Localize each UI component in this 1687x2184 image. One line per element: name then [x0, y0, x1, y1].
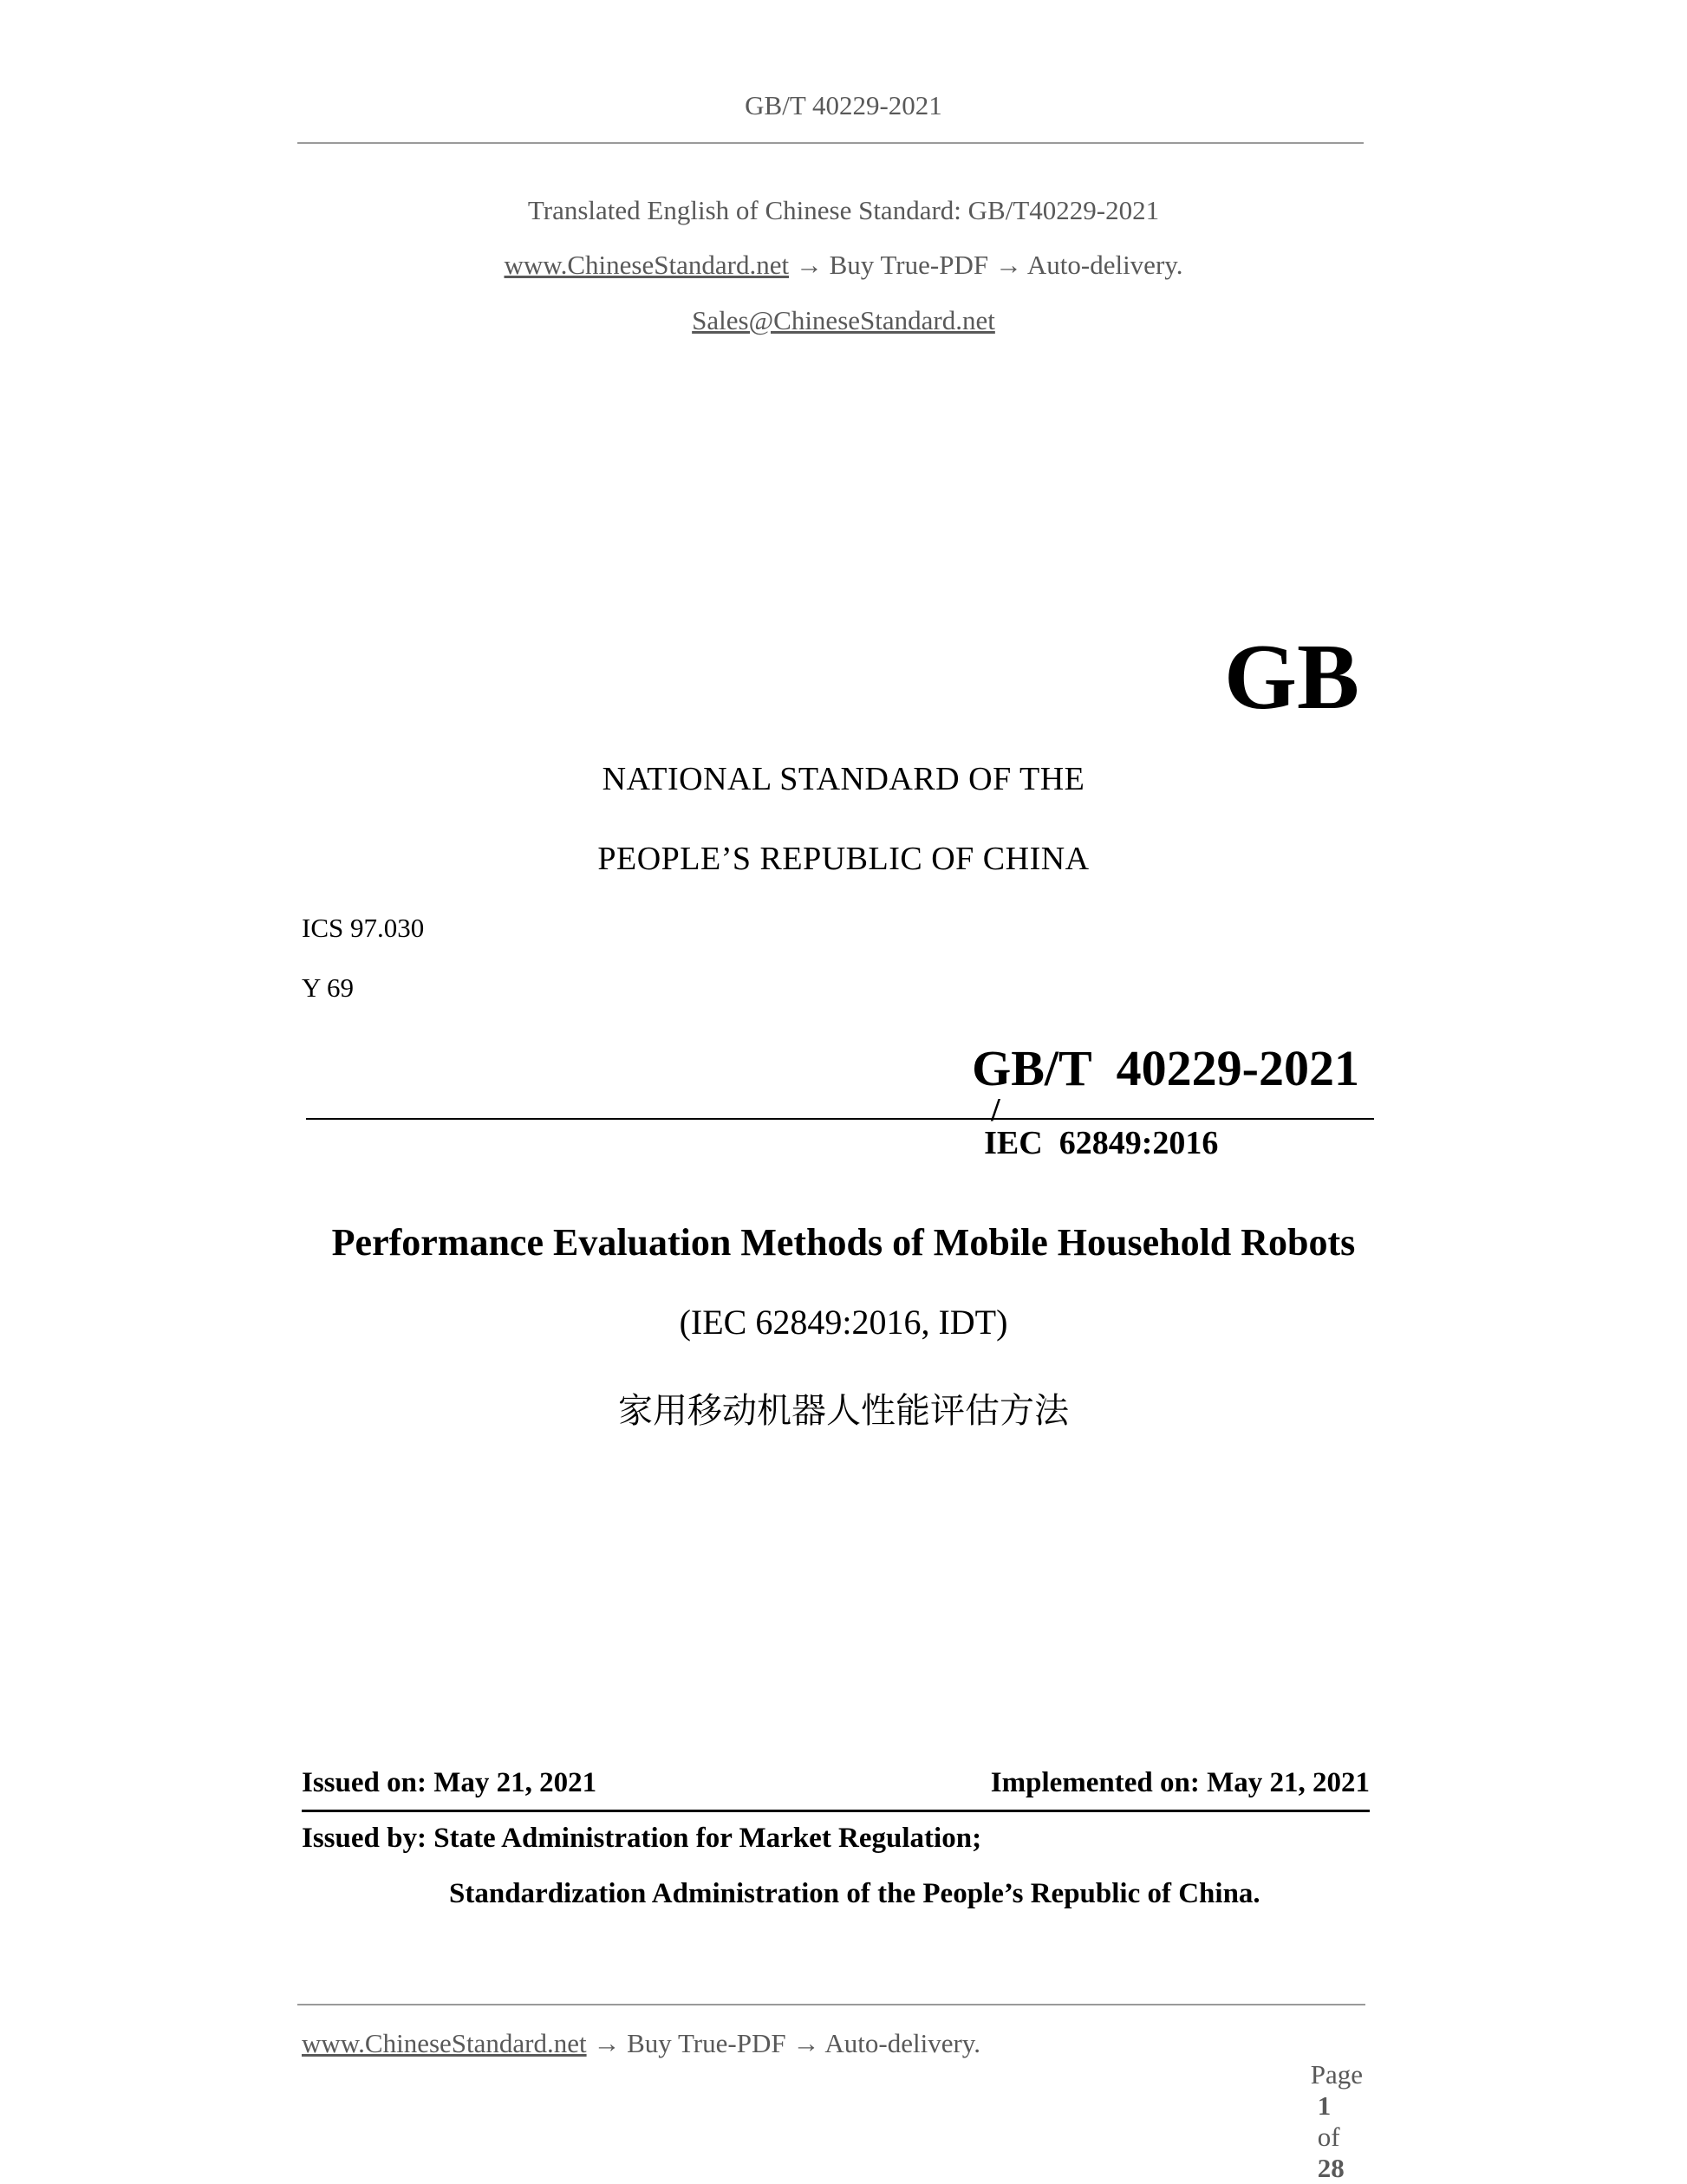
issued-by-line-2: Standardization Administration of the People’s Republic of China. [449, 1878, 1260, 1909]
number-underline [306, 1118, 1374, 1120]
footer-delivery-text: Auto-delivery. [824, 2028, 981, 2058]
standard-line-2: PEOPLE’S REPUBLIC OF CHINA [597, 841, 1090, 877]
page-number: 1 [1317, 2090, 1332, 2121]
arrow-right-icon: → [795, 250, 823, 280]
issue-divider [302, 1810, 1370, 1812]
purchase-line [0, 250, 1687, 281]
standard-number-line [965, 1030, 1359, 1160]
delivery-text: Auto-delivery. [1026, 250, 1183, 280]
footer-divider [297, 2004, 1365, 2005]
page-total: 28 [1317, 2153, 1345, 2183]
issued-on: Issued on: May 21, 2021 [302, 1767, 597, 1798]
arrow-right-icon: → [593, 2028, 621, 2058]
running-head: GB/T 40229-2021 [745, 90, 942, 120]
footer-buy-text: Buy True-PDF [627, 2028, 786, 2058]
email-link[interactable]: Sales@ChineseStandard.net [692, 305, 995, 335]
implemented-on: Implemented on: May 21, 2021 [990, 1767, 1370, 1798]
ics-code: ICS 97.030 [302, 913, 425, 943]
title-zh: 家用移动机器人性能评估方法 [618, 1391, 1069, 1431]
slash-separator: / [991, 1092, 1000, 1128]
arrow-right-icon: → [792, 2028, 820, 2058]
footer-purchase-line [302, 2028, 980, 2059]
standard-line-1: NATIONAL STANDARD OF THE [602, 761, 1085, 797]
of-label: of [1317, 2122, 1340, 2152]
standard-number: GB/T 40229-2021 [972, 1040, 1359, 1096]
site-link[interactable]: www.ChineseStandard.net [504, 250, 790, 280]
iec-number: IEC 62849:2016 [984, 1125, 1219, 1161]
adoption-note: (IEC 62849:2016, IDT) [679, 1303, 1008, 1342]
email-line [0, 305, 1687, 336]
gb-logo: GB [1223, 626, 1359, 729]
header-divider [297, 142, 1364, 144]
ccs-code: Y 69 [302, 972, 354, 1003]
translation-note: Translated English of Chinese Standard: GB/T40229-2021 [527, 195, 1160, 225]
footer-site-link[interactable]: www.ChineseStandard.net [302, 2028, 587, 2058]
page-label: Page [1310, 2059, 1363, 2090]
arrow-right-icon: → [994, 250, 1022, 280]
buy-text: Buy True-PDF [829, 250, 989, 280]
page-indicator [1297, 2028, 1363, 2184]
issued-by-line-1: Issued by: State Administration for Market Regulation; [302, 1823, 982, 1854]
title-en: Performance Evaluation Methods of Mobile Household Robots [331, 1221, 1356, 1264]
